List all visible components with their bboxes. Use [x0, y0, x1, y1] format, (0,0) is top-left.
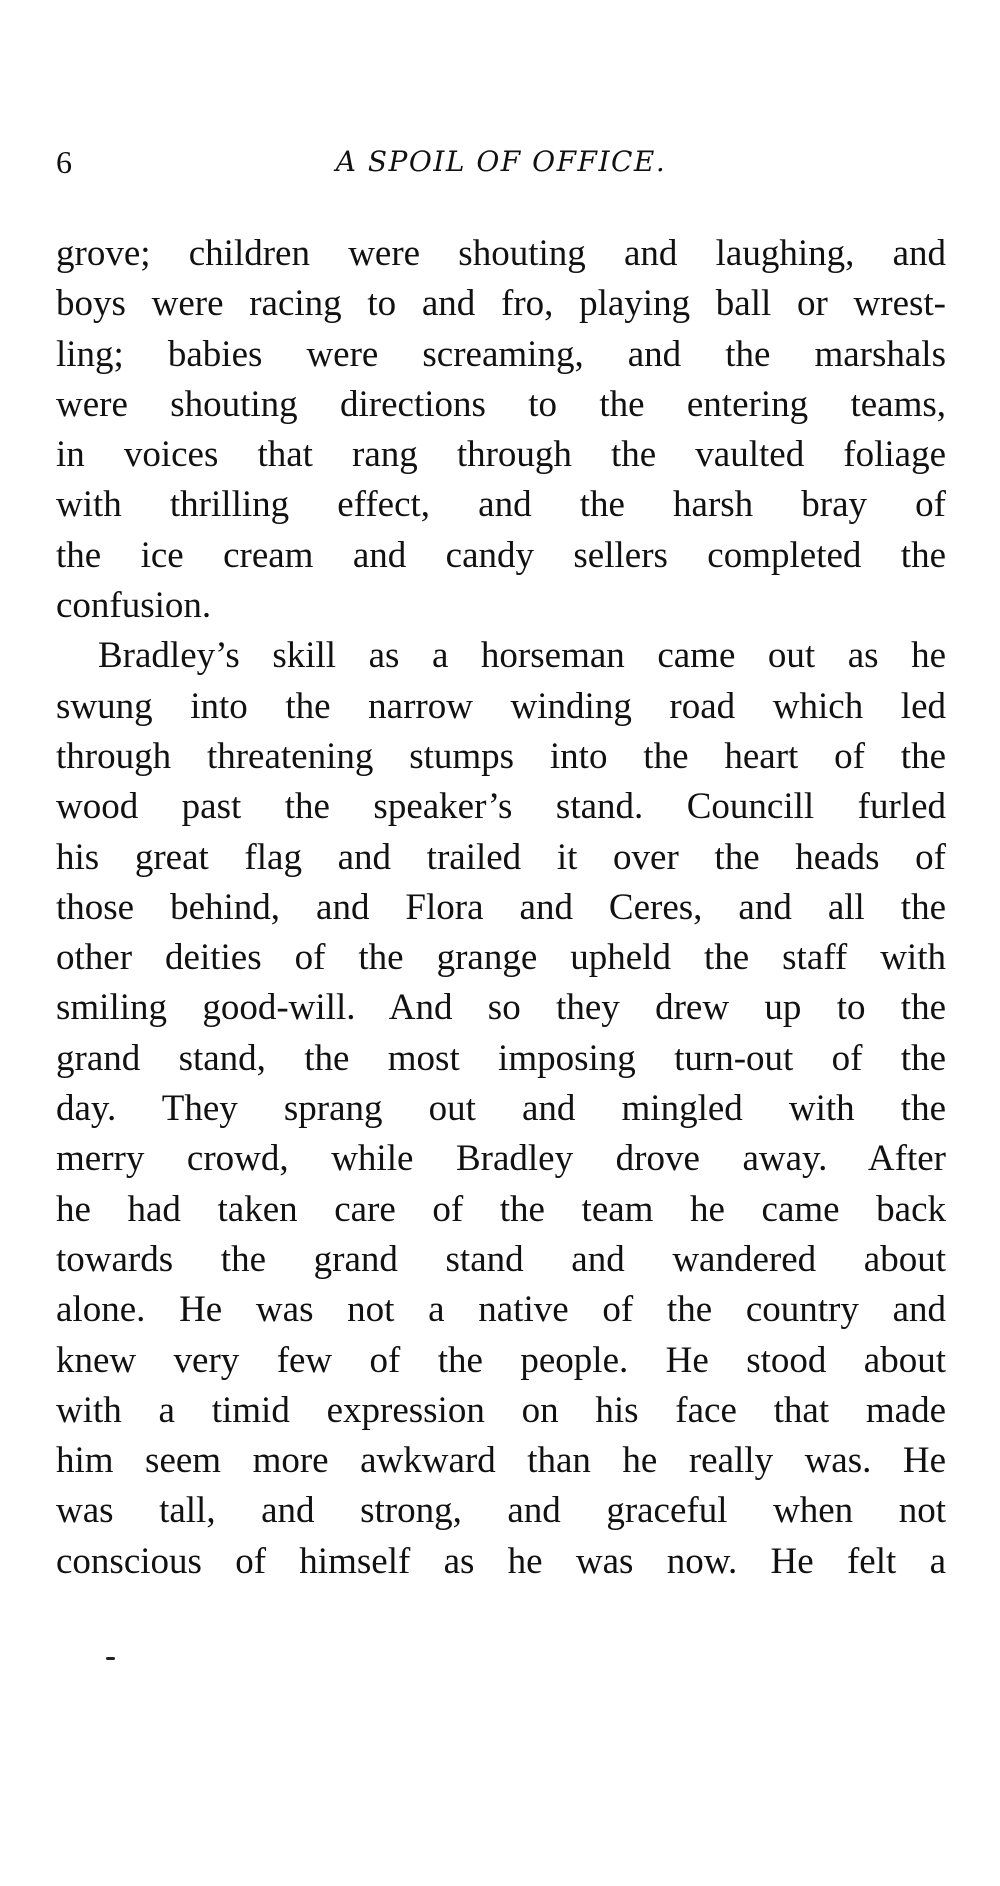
text-line: he had taken care of the team he came back	[56, 1188, 946, 1230]
ink-speck	[106, 1657, 115, 1660]
text-line: the ice cream and candy sellers completed the	[56, 534, 946, 576]
text-line: him seem more awkward than he really was. He	[56, 1440, 946, 1482]
text-line: in voices that rang through the vaulted foliage	[56, 434, 946, 476]
text-line: towards the grand stand and wandered about	[56, 1238, 946, 1280]
body-text	[56, 229, 946, 1587]
text-line: smiling good-will. And so they drew up to the	[56, 987, 946, 1029]
page-header	[56, 142, 946, 182]
text-line: with thrilling effect, and the harsh bray of	[56, 484, 946, 526]
text-line: through threatening stumps into the heart of the	[56, 735, 946, 777]
text-line: conscious of himself as he was now. He felt a	[56, 1540, 946, 1582]
text-line: were shouting directions to the entering teams,	[56, 383, 946, 425]
text-line: ling; babies were screaming, and the marshals	[56, 333, 946, 375]
text-line: alone. He was not a native of the country and	[56, 1289, 946, 1331]
page-number: 6	[56, 144, 72, 180]
text-line: with a timid expression on his face that made	[56, 1389, 946, 1431]
text-line: grove; children were shouting and laughing, and	[56, 233, 946, 274]
text-line: day. They sprang out and mingled with the	[56, 1088, 946, 1130]
text-line: those behind, and Flora and Ceres, and all the	[56, 886, 946, 928]
text-line: Bradley’s skill as a horseman came out as he	[98, 635, 946, 677]
text-line: confusion.	[56, 585, 212, 627]
text-line: his great flag and trailed it over the heads of	[56, 836, 946, 878]
text-line: other deities of the grange upheld the staff with	[56, 937, 946, 979]
text-line: swung into the narrow winding road which led	[56, 685, 946, 727]
text-line: knew very few of the people. He stood about	[56, 1339, 946, 1381]
text-line: was tall, and strong, and graceful when not	[56, 1490, 946, 1532]
text-line: grand stand, the most imposing turn-out of the	[56, 1037, 946, 1079]
text-line: merry crowd, while Bradley drove away. After	[56, 1138, 946, 1180]
text-line: boys were racing to and fro, playing ball or wrest-	[56, 283, 946, 325]
running-title: A SPOIL OF OFFICE.	[335, 145, 667, 178]
text-line: wood past the speaker’s stand. Councill furled	[56, 786, 946, 828]
